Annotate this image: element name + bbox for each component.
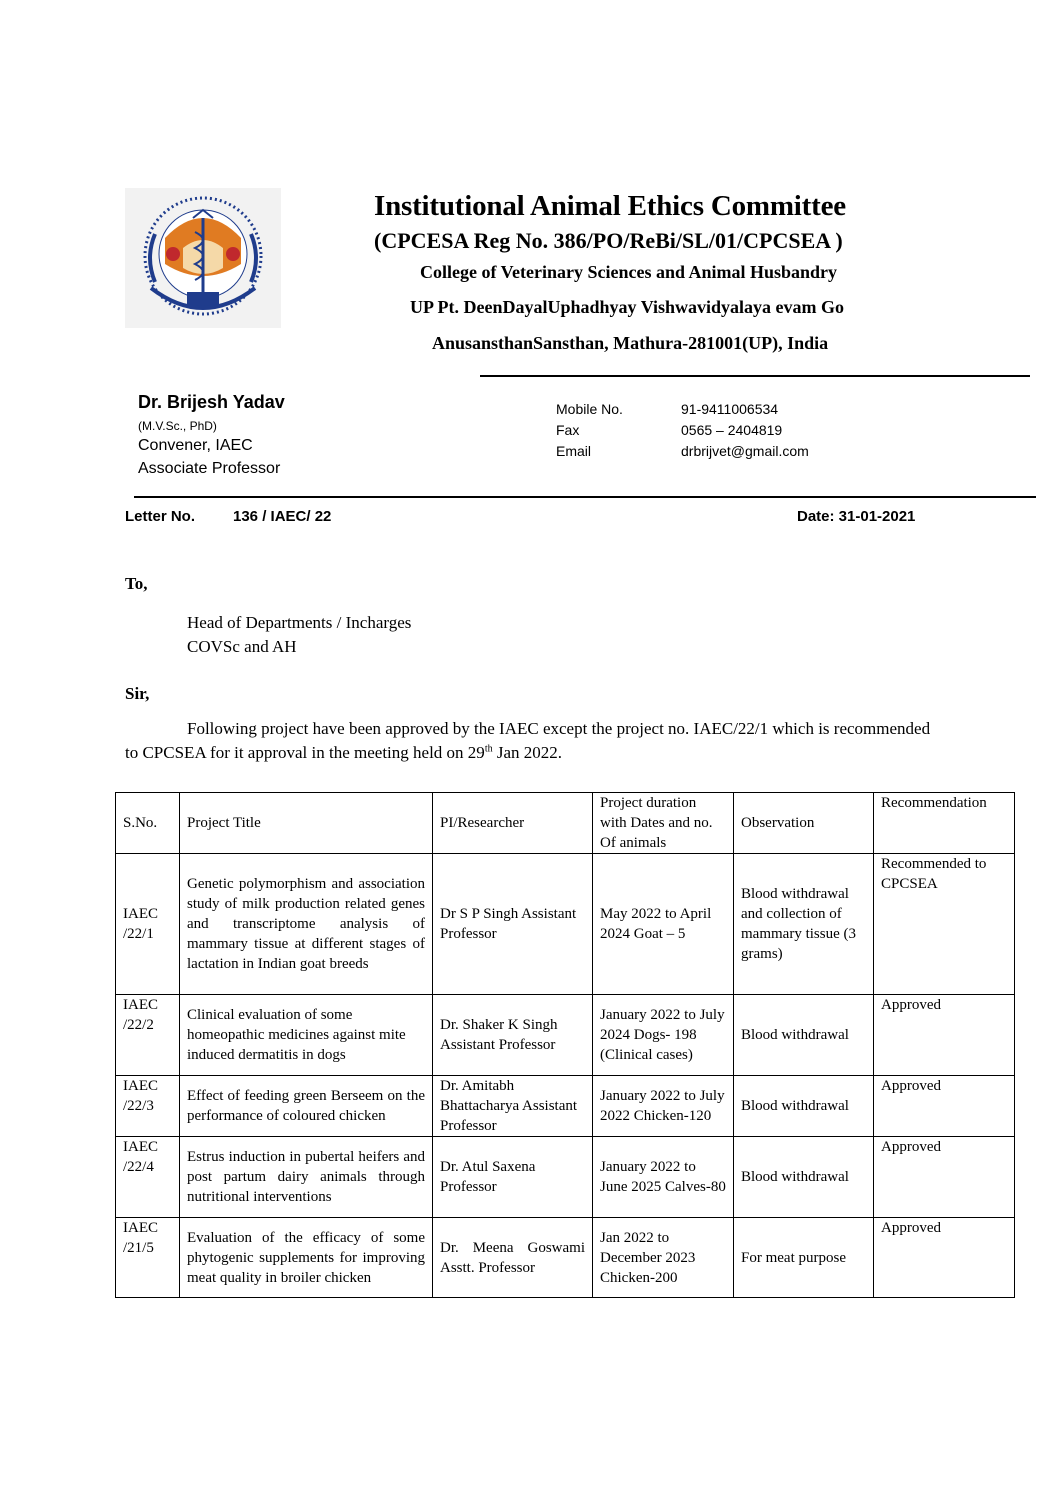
table-row xyxy=(116,1137,1015,1218)
cell-recommendation: Approved xyxy=(874,995,1015,1076)
table-header-row xyxy=(116,793,1015,854)
convener-degree: (M.V.Sc., PhD) xyxy=(138,419,217,433)
table-row xyxy=(116,995,1015,1076)
cell-title: Effect of feeding green Berseem on the performance of coloured chicken xyxy=(180,1076,433,1137)
cell-duration: May 2022 to April 2024 Goat – 5 xyxy=(593,854,734,995)
fax-value: 0565 – 2404819 xyxy=(681,422,783,438)
cell-duration: January 2022 to June 2025 Calves-80 xyxy=(593,1137,734,1218)
body-paragraph xyxy=(125,717,945,765)
cell-duration: January 2022 to July 2022 Chicken-120 xyxy=(593,1076,734,1137)
cell-observation: Blood withdrawal xyxy=(734,1137,874,1218)
cell-observation: Blood withdrawal xyxy=(734,995,874,1076)
project-table xyxy=(115,792,1015,1298)
cell-recommendation: Recommended to CPCSEA xyxy=(874,854,1015,995)
cell-recommendation: Approved xyxy=(874,1137,1015,1218)
header-recommendation: Recommendation xyxy=(874,793,1015,854)
addressee-line: Head of Departments / Incharges xyxy=(187,613,412,632)
email-label: Email xyxy=(556,443,592,459)
registration-number: (CPCESA Reg No. 386/PO/ReBi/SL/01/CPCSEA ) xyxy=(374,228,843,253)
cell-duration: Jan 2022 to December 2023 Chicken-200 xyxy=(593,1218,734,1298)
paragraph-text-end: Jan 2022. xyxy=(492,743,563,762)
cell-pi: Dr. Atul Saxena Professor xyxy=(433,1137,593,1218)
cell-observation: Blood withdrawal and collection of mammary tissue (3 grams) xyxy=(734,854,874,995)
header-observation: Observation xyxy=(734,793,874,854)
fax-label: Fax xyxy=(556,422,580,438)
mobile-label: Mobile No. xyxy=(556,401,623,417)
header-sno: S.No. xyxy=(116,793,180,854)
table-row xyxy=(116,1218,1015,1298)
header-project-title: Project Title xyxy=(180,793,433,854)
committee-title: Institutional Animal Ethics Committee xyxy=(374,190,846,222)
cell-sno: IAEC /22/1 xyxy=(116,854,180,995)
table-row xyxy=(116,854,1015,995)
contact-divider xyxy=(134,496,1036,498)
cell-title: Estrus induction in pubertal heifers and post partum dairy animals through nutritional interventions xyxy=(180,1137,433,1218)
cell-sno: IAEC /22/2 xyxy=(116,995,180,1076)
university-name: UP Pt. DeenDayalUphadhyay Vishwavidyalaya evam Go xyxy=(410,297,845,317)
header-divider xyxy=(480,375,1030,377)
cell-title: Genetic polymorphism and association study of milk production related genes and transcriptome analysis of mammary tissue at different stages of lactation in Indian goat breeds xyxy=(180,854,433,995)
convener-position: Associate Professor xyxy=(138,460,281,477)
addressee-line: COVSc and AH xyxy=(187,637,297,656)
salutation: Sir, xyxy=(125,684,150,703)
convener-name: Dr. Brijesh Yadav xyxy=(138,392,285,412)
cell-recommendation: Approved xyxy=(874,1218,1015,1298)
letter-date: Date: 31-01-2021 xyxy=(797,508,916,525)
email-value: drbrijvet@gmail.com xyxy=(681,443,809,459)
cell-sno: IAEC /22/4 xyxy=(116,1137,180,1218)
cell-duration: January 2022 to July 2024 Dogs- 198 (Clinical cases) xyxy=(593,995,734,1076)
cell-pi: Dr. Shaker K Singh Assistant Professor xyxy=(433,995,593,1076)
letter-number: 136 / IAEC/ 22 xyxy=(233,508,332,525)
cell-pi: Dr. Meena Goswami Asstt. Professor xyxy=(433,1218,593,1298)
cell-recommendation: Approved xyxy=(874,1076,1015,1137)
ordinal-suffix: th xyxy=(484,743,493,755)
header-duration: Project duration with Dates and no. Of animals xyxy=(593,793,734,854)
to-line: To, xyxy=(125,574,148,593)
cell-pi: Dr S P Singh Assistant Professor xyxy=(433,854,593,995)
university-logo xyxy=(125,188,281,328)
paragraph-text: Following project have been approved by the IAEC except the project no. IAEC/22/1 which is recommended to CPCSEA for it approval in the meeting held on 29 xyxy=(125,719,931,762)
cell-observation: For meat purpose xyxy=(734,1218,874,1298)
cell-pi: Dr. Amitabh Bhattacharya Assistant Professor xyxy=(433,1076,593,1137)
letter-number-label: Letter No. xyxy=(125,508,196,525)
cell-title: Clinical evaluation of some homeopathic medicines against mite induced dermatitis in dogs xyxy=(180,995,433,1076)
college-name: College of Veterinary Sciences and Animal Husbandry xyxy=(420,262,838,282)
university-address: AnusansthanSansthan, Mathura-281001(UP), India xyxy=(432,333,829,353)
cell-sno: IAEC /22/3 xyxy=(116,1076,180,1137)
cell-title: Evaluation of the efficacy of some phytogenic supplements for improving meat quality in broiler chicken xyxy=(180,1218,433,1298)
convener-role: Convener, IAEC xyxy=(138,437,253,454)
cell-observation: Blood withdrawal xyxy=(734,1076,874,1137)
cell-sno: IAEC /21/5 xyxy=(116,1218,180,1298)
mobile-value: 91-9411006534 xyxy=(681,401,779,417)
table-row xyxy=(116,1076,1015,1137)
header-pi: PI/Researcher xyxy=(433,793,593,854)
